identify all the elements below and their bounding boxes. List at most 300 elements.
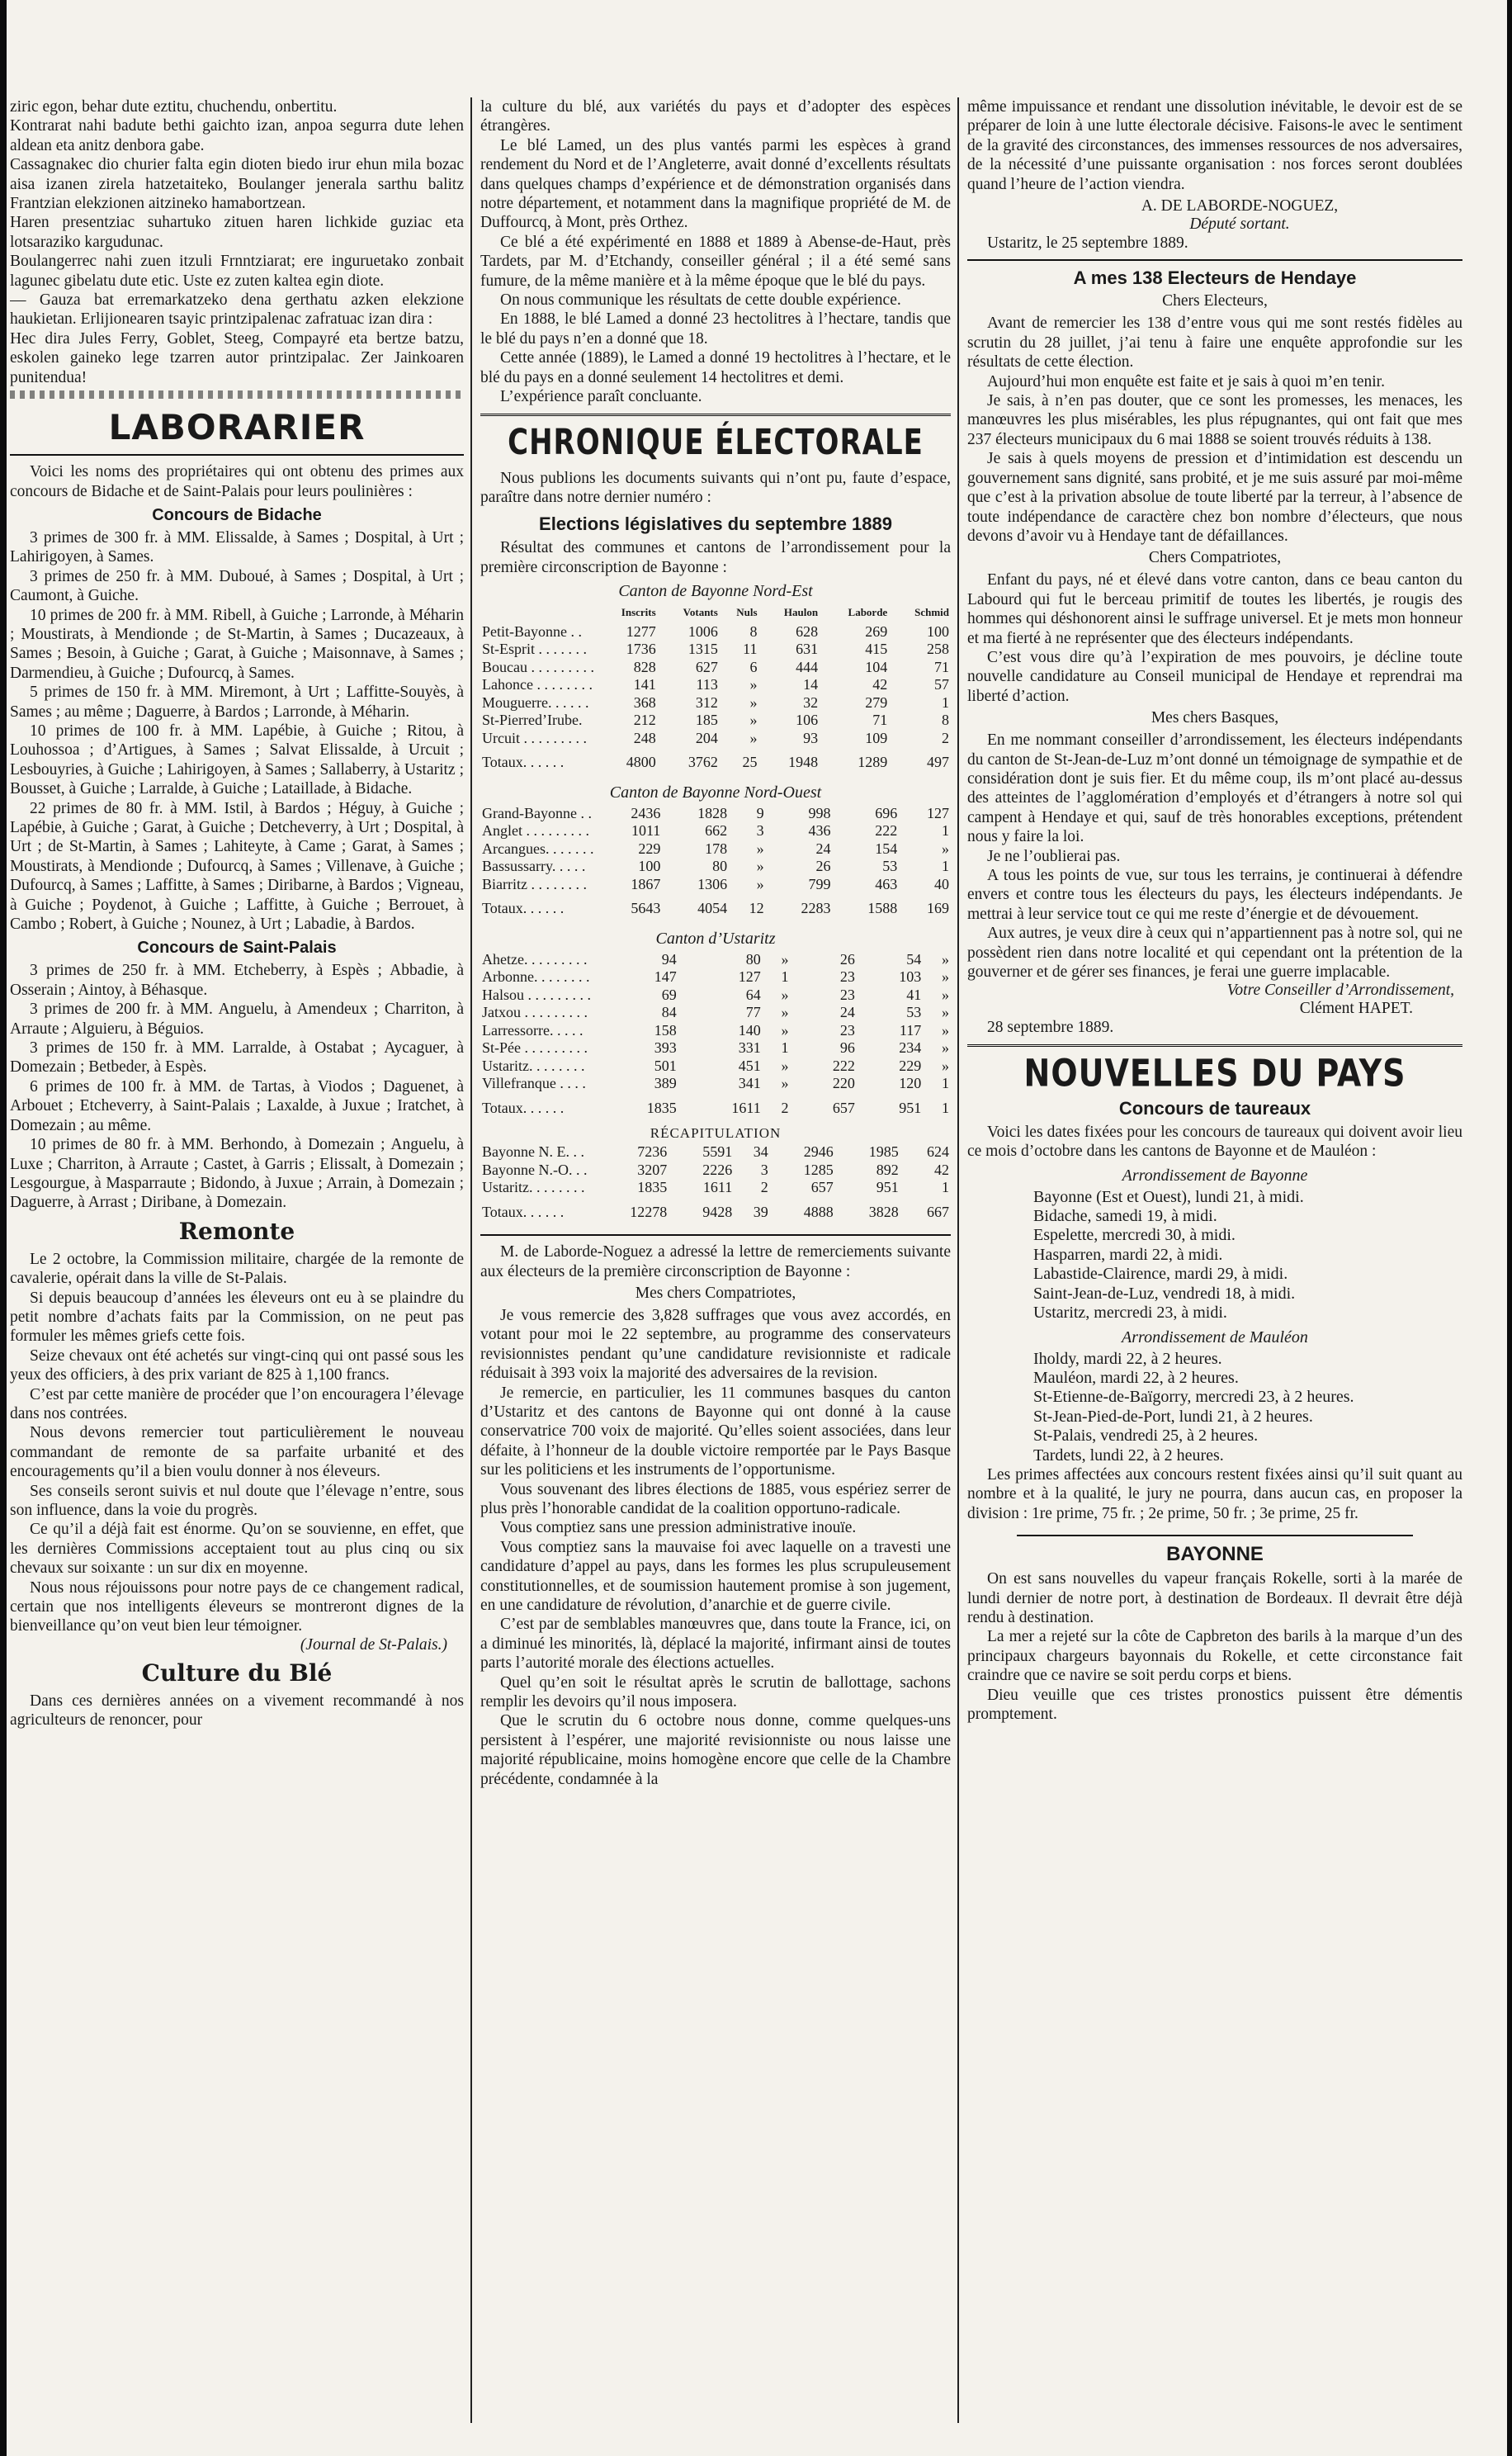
paragraph: Résultat des communes et cantons de l’arrondissement pour la première circonscription de Bayonne : xyxy=(480,539,951,576)
column-3 xyxy=(967,97,1462,2423)
signature-name: Clément HAPET. xyxy=(1299,1000,1413,1018)
paragraph: On nous communique les résultats de cette double expérience. xyxy=(500,291,901,310)
table-cell: 26 xyxy=(815,858,831,875)
table-cell: Larressorre. . . . . xyxy=(482,1021,584,1039)
table-cell: 279 xyxy=(865,693,888,711)
section-title-chronique-electorale: CHRONIQUE ÉLECTORALE xyxy=(508,421,924,463)
table-cell: 32 xyxy=(803,693,819,711)
table-cell: 312 xyxy=(695,693,718,711)
table-cell: 393 xyxy=(654,1039,677,1057)
table-cell: 234 xyxy=(899,1039,922,1057)
paragraph: C’est par de semblables manœuvres que, dans toute la France, ici, on a diminué les minorités, là, déplacé la majorité, infirmant ainsi de toutes parts l’autorité morale des élections actuelles. xyxy=(480,1616,951,1673)
paragraph: Nous nous réjouissons pour notre pays de ce changement radical, certain que nos intelligents éleveurs se montreront dignes de la bienveillance qu’on veut bien leur témoigner. xyxy=(10,1578,464,1635)
table-row xyxy=(480,968,951,987)
heading-hendaye: A mes 138 Electeurs de Hendaye xyxy=(1073,267,1357,289)
table-cell: 222 xyxy=(875,822,898,840)
table-cell: 3 xyxy=(760,1161,768,1178)
table-cell: 103 xyxy=(899,968,922,986)
table-cell: 54 xyxy=(906,950,922,968)
list-item: Ustaritz, mercredi 23, à midi. xyxy=(1033,1304,1227,1323)
table-cell: Mouguerre. . . . . . xyxy=(482,693,589,711)
table-cell: 185 xyxy=(695,712,718,729)
table-row xyxy=(480,641,951,659)
table-cell: 696 xyxy=(875,804,898,821)
table-row xyxy=(480,676,951,694)
table-cell: 12 xyxy=(749,900,764,917)
table-cell: 106 xyxy=(796,712,819,729)
subheading-bidache: Concours de Bidache xyxy=(152,505,322,524)
elections-heading: Elections législatives du septembre 1889 xyxy=(539,513,892,535)
table-cell: 2436 xyxy=(631,804,661,821)
section-title-laborarier: LABORARIER xyxy=(108,407,366,448)
table-cell: 100 xyxy=(927,622,949,640)
table-cell: Jatxou . . . . . . . . . xyxy=(482,1004,588,1021)
table-cell: 169 xyxy=(927,900,949,917)
arrondissement-heading: Arrondissement de Bayonne xyxy=(1122,1166,1308,1185)
table-cell: 3207 xyxy=(637,1161,668,1178)
table-cell: 368 xyxy=(633,693,656,711)
table-cell: » xyxy=(756,840,764,857)
paragraph: 3 primes de 300 fr. à MM. Elissalde, à Sames ; Dospital, à Urt ; Lahirigoyen, à Sames. xyxy=(10,528,464,566)
paragraph: 22 primes de 80 fr. à MM. Istil, à Bardos ; Héguy, à Guiche ; Lapébie, à Guiche ; Garat, à Guiche ; Detcheverry, à Urt ; Dospital, à Urt ; de St-Martin, à Sames ; Lahiteyte, à Came ; Garat, à Sames ; Moustirats, à Mendionde ; Dufourcq, à Sames ; Villenave, à Guiche ; Dufourcq, à Sames ; Laffitte, à Sames ; Diribarne, à Bardos ; Vigneau, à Guiche ; Poydenot, à Guiche ; Laffitte, à Guiche ; Berrouet, à Cambo ; Robert, à Guiche ; Nounez, à Urt ; Labadie, à Bardos. xyxy=(10,799,464,934)
table-cell: 998 xyxy=(808,804,831,821)
table-cell: 389 xyxy=(654,1075,677,1092)
table-cell: 23 xyxy=(839,1021,855,1039)
table-cell: » xyxy=(781,1075,789,1092)
list-item: Hasparren, mardi 22, à midi. xyxy=(1033,1245,1223,1264)
table-row xyxy=(480,876,951,894)
table-cell: 828 xyxy=(633,658,656,675)
list-item: Mauléon, mardi 22, à 2 heures. xyxy=(1033,1368,1239,1387)
table-cell: Bassussarry. . . . . xyxy=(482,858,586,875)
table-cell: » xyxy=(781,950,789,968)
table-cell: 1 xyxy=(942,1075,949,1092)
table-row xyxy=(480,858,951,876)
dateline: Ustaritz, le 25 septembre 1889. xyxy=(987,234,1188,253)
table-row xyxy=(480,1039,951,1058)
paragraph: la culture du blé, aux variétés du pays et d’adopter des espèces étrangères. xyxy=(480,98,951,135)
recap-heading: RÉCAPITULATION xyxy=(650,1125,782,1142)
table-cell: 1306 xyxy=(697,875,728,892)
results-table-ustaritz xyxy=(480,951,951,1124)
paragraph: Ce qu’il a déjà fait est énorme. Qu’on se souvienne, en effet, que les dernières Commissions acceptaient tout au plus cinq ou six chevaux sur soixante : un sur dix en moyenne. xyxy=(10,1521,464,1578)
table-cell: » xyxy=(942,986,949,1003)
table-row xyxy=(480,805,951,823)
table-cell: » xyxy=(942,1039,949,1057)
table-cell: 212 xyxy=(633,712,656,729)
paragraph: Que le scrutin du 6 octobre nous donne, comme quelques-uns persistent à l’espérer, une majorité revisionniste ou nous laisse une majorité républicaine, moins homogène encore que celle de la Chambre précédente, condamnée à la xyxy=(480,1712,951,1788)
table-cell: 1315 xyxy=(687,641,718,658)
table-cell: 2283 xyxy=(801,900,831,917)
paragraph: Aujourd’hui mon enquête est faite et je sais à quoi m’en tenir. xyxy=(987,372,1385,390)
paragraph: Vous souvenant des libres élections de 1885, vous espériez serrer de plus près l’honorable candidat de la coalition opportuno-radicale. xyxy=(480,1480,951,1517)
paragraph: A tous les points de vue, sur tous les terrains, je continuerai à défendre envers et contre tous les électeurs du pays, les électeurs indépendants. Je mettrai à leur service tout ce qui me reste d’énergie et de dévouement. xyxy=(967,867,1462,923)
table-row xyxy=(480,623,951,641)
table-row xyxy=(480,840,951,859)
table-cell: 25 xyxy=(742,754,758,771)
paragraph: Aux autres, je veux dire à ceux qui n’appartiennent pas à notre sol, qui ne possèdent rien dans notre localité et qui cependant ont la prétention de la gouverner et de gérer ses finances, je ferai une guerre implacable. xyxy=(967,925,1462,982)
paragraph: Cette année (1889), le Lamed a donné 19 hectolitres à l’hectare, et le blé du pays en a donné seulement 14 hectolitres et demi. xyxy=(480,349,951,386)
table-cell: 120 xyxy=(899,1075,922,1092)
table-cell: 4054 xyxy=(697,900,728,917)
table-cell: 127 xyxy=(927,804,949,821)
table-row xyxy=(480,1162,951,1180)
table-cell: 657 xyxy=(810,1179,834,1196)
list-item: Espelette, mercredi 30, à midi. xyxy=(1033,1226,1236,1245)
table-cell: 24 xyxy=(839,1004,855,1021)
canton-heading: Canton d’Ustaritz xyxy=(655,929,776,948)
table-cell: 80 xyxy=(745,950,761,968)
column-header: Haulon xyxy=(783,606,819,619)
paragraph: C’est vous dire qu’à l’expiration de mes pouvoirs, je décline toute nouvelle candidature au Conseil municipal de Hendaye et reprendrai ma liberté d’action. xyxy=(967,648,1462,705)
table-cell: 11 xyxy=(743,641,758,658)
schedule-list-mauleon xyxy=(967,1350,1462,1465)
list-item: St-Palais, vendredi 25, à 2 heures. xyxy=(1033,1427,1259,1446)
table-cell: Ahetze. . . . . . . . . xyxy=(482,950,588,968)
table-cell: » xyxy=(942,1057,949,1074)
paragraph: Je remercie, en particulier, les 11 communes basques du canton d’Ustaritz et des cantons de Bayonne qui ont donné à la cause conservatrice 700 voix de majorité. Qu’elles soient associées, dans leur défaite, à l’honneur de la double victoire remportée par le Pays Basque sur les politiciens et les instruments de l’opportunisme. xyxy=(480,1384,951,1479)
table-total-row xyxy=(480,1197,951,1228)
table-cell: 436 xyxy=(808,822,831,840)
table-cell: » xyxy=(942,840,949,857)
table-cell: 9 xyxy=(756,804,764,821)
basque-intro xyxy=(10,97,464,387)
table-row xyxy=(480,712,951,730)
table-cell: 71 xyxy=(872,712,888,729)
table-cell: 34 xyxy=(753,1143,768,1161)
table-row xyxy=(480,1143,951,1162)
column-1 xyxy=(10,97,464,2423)
table-cell: 3 xyxy=(756,822,764,840)
table-cell: » xyxy=(749,693,758,711)
table-cell: Totaux. . . . . . xyxy=(482,1203,565,1220)
table-cell: St-Esprit . . . . . . . xyxy=(482,641,588,658)
dateline: 28 septembre 1889. xyxy=(987,1019,1114,1037)
paragraph: Je vous remercie des 3,828 suffrages que vous avez accordés, en votant pour moi le 22 septembre, au programme des conservateurs revisionnistes pendant qu’une candidature revisionniste et radicale réduisait à 393 voix la majorité des adversaires de la revision. xyxy=(480,1306,951,1383)
table-cell: 113 xyxy=(696,676,718,693)
scan-border-right xyxy=(1507,0,1512,2456)
table-cell: 667 xyxy=(927,1203,949,1220)
column-header: Schmid xyxy=(914,606,949,619)
table-cell: 4800 xyxy=(626,754,656,771)
table-cell: Halsou . . . . . . . . . xyxy=(482,986,591,1003)
table-cell: 93 xyxy=(803,729,819,746)
table-cell: Totaux. . . . . . xyxy=(482,900,565,917)
table-cell: 53 xyxy=(882,858,898,875)
section-title-nouvelles-du-pays: NOUVELLES DU PAYS xyxy=(1023,1051,1406,1095)
table-cell: 631 xyxy=(796,641,819,658)
table-cell: Bayonne N. E. . . xyxy=(482,1143,584,1161)
table-cell: 204 xyxy=(695,729,718,746)
table-cell: 1611 xyxy=(731,1099,761,1116)
list-item: Tardets, lundi 22, à 2 heures. xyxy=(1033,1446,1224,1465)
paragraph: La mer a rejeté sur la côte de Capbreton des barils à la marque d’un des principaux chargeurs bayonnais du Rokelle, et cette circonstance fait craindre que ce navire se soit perdu corps et biens. xyxy=(967,1628,1462,1685)
table-cell: Biarritz . . . . . . . . xyxy=(482,875,587,892)
paragraph: 10 primes de 200 fr. à MM. Ribell, à Guiche ; Larronde, à Méharin ; Moustirats, à Mendionde ; de St-Martin, à Sames ; Ducazeaux, à Sames ; Besoin, à Guiche ; Garat, à Guiche ; Maisonnave, à Sames ; Darmendieu, à Guiche ; Dufourcq, à Sames. xyxy=(10,606,464,682)
paragraph: 3 primes de 150 fr. à MM. Larralde, à Ostabat ; Aycaguer, à Domezain ; Betbeder, à Espès. xyxy=(10,1039,464,1077)
table-cell: 94 xyxy=(661,950,677,968)
table-cell: Totaux. . . . . . xyxy=(482,754,565,771)
section-rule xyxy=(480,414,951,416)
table-cell: 2 xyxy=(781,1099,789,1116)
paragraph: 3 primes de 250 fr. à MM. Etcheberry, à Espès ; Abbadie, à Osserain ; Aintoy, à Béhasque. xyxy=(10,962,464,999)
table-cell: 627 xyxy=(695,658,718,675)
table-cell: 2 xyxy=(942,729,949,746)
table-cell: 140 xyxy=(738,1021,761,1039)
section-rule xyxy=(480,1234,951,1236)
table-cell: Urcuit . . . . . . . . . xyxy=(482,729,587,746)
table-cell: 892 xyxy=(876,1161,899,1178)
paragraph: Ses conseils seront suivis et nul doute que l’élevage n’entre, sous son influence, dans la voie du progrès. xyxy=(10,1482,464,1519)
table-cell: St-Pierred’Irube. xyxy=(482,712,583,729)
table-cell: 42 xyxy=(872,676,888,693)
arrondissement-heading: Arrondissement de Mauléon xyxy=(1122,1327,1308,1346)
ornamental-separator xyxy=(10,390,464,399)
paragraph: Cassagnakec dio churier falta egin dioten biedo irur ehun mila bozac aisa izanen zirela hatzetaiteko, Boulanger jenerala sarthu balitz Frantzian elekzionen aitzineko hamabortzean. xyxy=(10,156,464,213)
table-total-row xyxy=(480,893,951,925)
table-cell: 8 xyxy=(749,622,758,640)
table-cell: Boucau . . . . . . . . . xyxy=(482,658,594,675)
section-title-remonte: Remonte xyxy=(178,1217,295,1245)
paragraph: 10 primes de 80 fr. à MM. Berhondo, à Domezain ; Anguelu, à Luxe ; Charriton, à Arraute ; Castet, à Garris ; Elissalt, à Domezain ; Lesgourgue, à Masparraute ; Bidondo, à Juxue ; Arrain, à Domezain ; Daguerre, à Arrast ; Diribane, à Domezain. xyxy=(10,1136,464,1212)
table-cell: 96 xyxy=(839,1039,855,1057)
signature-role: Votre Conseiller d’Arrondissement, xyxy=(1226,982,1454,1000)
table-cell: » xyxy=(749,729,758,746)
table-row xyxy=(480,694,951,712)
table-cell: » xyxy=(756,875,764,892)
table-cell: 1006 xyxy=(687,622,718,640)
table-cell: » xyxy=(942,968,949,986)
table-total-row xyxy=(480,747,951,778)
table-cell: 1 xyxy=(942,693,949,711)
paragraph: 3 primes de 250 fr. à MM. Duboué, à Sames ; Dospital, à Urt ; Caumont, à Guiche. xyxy=(10,567,464,605)
paragraph: Quel qu’en soit le résultat après le scrutin de ballottage, sachons remplir les devoirs qu’il nous imposera. xyxy=(480,1673,951,1711)
paragraph: Haren presentziac suhartuko zituen haren lichkide guziac eta lotsaraziko kargudunac. xyxy=(10,214,464,251)
table-cell: 40 xyxy=(934,875,949,892)
paragraph: Le 2 octobre, la Commission militaire, chargée de la remonte de cavalerie, opérait dans la ville de St-Palais. xyxy=(10,1250,464,1288)
paragraph: Le blé Lamed, un des plus vantés parmi les espèces à grand rendement du Nord et de l’Angleterre, avait donné d’excellents résultats dans quelques champs d’expérience et de démonstration organisés dans notre département, et notamment dans la magnifique propriété de M. de Duffourcq, à Mont, près Orthez. xyxy=(480,136,951,232)
column-rule-1 xyxy=(470,97,472,2423)
paragraph: On est sans nouvelles du vapeur français Rokelle, sorti à la marée de lundi dernier de notre port, à destination de Bordeaux. Il devrait être déjà rendu à destination. xyxy=(967,1570,1462,1626)
paragraph: Je ne l’oublierai pas. xyxy=(987,847,1121,865)
canton-heading: Canton de Bayonne Nord-Est xyxy=(618,582,813,601)
table-cell: 1835 xyxy=(646,1099,677,1116)
table-cell: 341 xyxy=(738,1075,761,1092)
list-item: St-Jean-Pied-de-Port, lundi 21, à 2 heures. xyxy=(1033,1407,1313,1426)
table-cell: 104 xyxy=(865,658,888,675)
results-table-bayonne-nord-est xyxy=(480,603,951,778)
table-cell: 24 xyxy=(815,840,831,857)
paragraph: Boulangerrec nahi zuen itzuli Frnntziarat; ere inguruetako zonbait lagunec gibelatu dute etic. Uste ez zuten kaltea egin diote. xyxy=(10,253,464,290)
table-cell: 69 xyxy=(661,986,677,1003)
table-cell: 951 xyxy=(876,1179,899,1196)
column-header: Laborde xyxy=(848,606,888,619)
column-rule-2 xyxy=(957,97,959,2423)
table-cell: 1285 xyxy=(803,1161,834,1178)
table-cell: 1985 xyxy=(868,1143,899,1161)
table-cell: 497 xyxy=(927,754,949,771)
table-cell: Villefranque . . . . xyxy=(482,1075,586,1092)
table-cell: » xyxy=(781,1021,789,1039)
results-table-bayonne-nord-ouest xyxy=(480,805,951,925)
table-cell: 5591 xyxy=(702,1143,733,1161)
table-cell: » xyxy=(942,950,949,968)
table-cell: 14 xyxy=(803,676,819,693)
table-row xyxy=(480,1058,951,1076)
scan-border-left xyxy=(0,0,7,2456)
paragraph: Enfant du pays, né et élevé dans votre canton, dans ce beau canton du Labourd qui fut le berceau primitif de toutes les libertés, je rougis des hommes qui déshonorent ainsi le suffrage universel. Et je mets mon honneur et ma fierté à ne représenter que des électeurs indépendants. xyxy=(967,571,1462,647)
paragraph: Les primes affectées aux concours restent fixées ainsi qu’il suit quant au nombre et à la qualité, le jury ne pourra, dans aucun cas, en proposer la division : 1re prime, 75 fr. ; 2e prime, 50 fr. ; 3e prime, 25 fr. xyxy=(967,1465,1462,1522)
table-cell: Ustaritz. . . . . . . . xyxy=(482,1179,585,1196)
column-header: Nuls xyxy=(736,606,758,619)
results-table-recap xyxy=(480,1143,951,1228)
table-cell: 1 xyxy=(942,1179,949,1196)
table-cell: Ustaritz. . . . . . . . xyxy=(482,1057,585,1074)
section-rule xyxy=(967,1044,1462,1047)
signature-name: A. DE LABORDE-NOGUEZ, xyxy=(1141,197,1339,215)
table-cell: 248 xyxy=(633,729,656,746)
table-cell: 1835 xyxy=(637,1179,668,1196)
paragraph: C’est par cette manière de procéder que l’on encouragera l’élevage dans nos contrées. xyxy=(10,1385,464,1422)
table-row xyxy=(480,951,951,969)
paragraph: Kontrarat nahi badute bethi gaichto izan, anpoa segurra dute lehen aldean eta anitz denbora gabe. xyxy=(10,117,464,154)
table-cell: 1 xyxy=(781,1039,789,1057)
table-cell: 80 xyxy=(712,858,728,875)
table-row xyxy=(480,822,951,840)
table-cell: 269 xyxy=(865,622,888,640)
table-cell: 951 xyxy=(899,1099,922,1116)
canton-heading: Canton de Bayonne Nord-Ouest xyxy=(609,783,822,802)
table-cell: Totaux. . . . . . xyxy=(482,1099,565,1116)
table-cell: » xyxy=(749,712,758,729)
paragraph: Si depuis beaucoup d’années les éleveurs ont eu à se plaindre du petit nombre d’achats faits par la Commission, on ne peut pas formuler les mêmes griefs cette fois. xyxy=(10,1289,464,1346)
paragraph: Dieu veuille que ces tristes pronostics puissent être démentis promptement. xyxy=(967,1686,1462,1723)
table-cell: Grand-Bayonne . . xyxy=(482,804,592,821)
paragraph: même impuissance et rendant une dissolution inévitable, le devoir est de se préparer de loin à une lutte électorale décisive. Faisons-le avec le sentiment de la gravité des circonstances, des immenses ressources de nos adversaires, de la nécessité d’une puissante organisation : nos forces seront doublées quand l’heure de l’action viendra. xyxy=(967,98,1462,193)
table-cell: 1867 xyxy=(631,875,661,892)
paragraph: Hec dira Jules Ferry, Goblet, Steeg, Compayré eta bertze batzu, eskolen gaineko lege tzarren autor printzipalac. Zer Jainkoaren punitendua! xyxy=(10,329,464,386)
list-item: St-Etienne-de-Baïgorry, mercredi 23, à 2 heures. xyxy=(1033,1388,1354,1407)
paragraph: 5 primes de 150 fr. à MM. Miremont, à Urt ; Laffitte-Souyès, à Sames ; au même ; Daguerre, à Bardos ; Larronde, à Méharin. xyxy=(10,684,464,721)
table-cell: 1011 xyxy=(631,822,661,840)
table-cell: 84 xyxy=(661,1004,677,1021)
table-cell: 1588 xyxy=(867,900,898,917)
table-cell: 444 xyxy=(796,658,819,675)
table-cell: 154 xyxy=(875,840,898,857)
paragraph: Voici les dates fixées pour les concours de taureaux qui doivent avoir lieu ce mois d’octobre dans les cantons de Bayonne et de Mauléon : xyxy=(967,1123,1462,1161)
table-cell: 6 xyxy=(749,658,758,675)
table-cell: 4888 xyxy=(803,1203,834,1220)
table-cell: 3762 xyxy=(687,754,718,771)
table-row xyxy=(480,659,951,677)
table-cell: 141 xyxy=(633,676,656,693)
paragraph: Ce blé a été expérimenté en 1888 et 1889 à Abense-de-Haut, près Tardets, par M. d’Etchandy, conseiller général ; il a été semé sans fumure, de la même manière et à la même époque que le blé du pays. xyxy=(480,233,951,290)
table-cell: 463 xyxy=(875,875,898,892)
table-cell: 42 xyxy=(934,1161,949,1178)
table-cell: 100 xyxy=(638,858,661,875)
table-cell: 117 xyxy=(899,1021,922,1039)
table-cell: 628 xyxy=(796,622,819,640)
table-cell: 229 xyxy=(638,840,661,857)
table-cell: Petit-Bayonne . . xyxy=(482,622,582,640)
paragraph: Je sais, à n’en pas douter, que ce sont les promesses, les menaces, les manœuvres les plus misérables, les plus répugnantes, qui ont fait que mes 237 électeurs municipaux du 6 mai 1888 se soient trouvés réduits à 138. xyxy=(967,392,1462,448)
salutation: Chers Electeurs, xyxy=(1162,292,1268,310)
paragraph: Vous comptiez sans une pression administrative inouïe. xyxy=(500,1519,857,1537)
table-cell: 7236 xyxy=(637,1143,668,1161)
table-cell: 57 xyxy=(934,676,949,693)
paragraph: En me nommant conseiller d’arrondissement, les électeurs indépendants du canton de St-Jean-de-Luz m’ont donné un témoignage de sympathie et de considération dont je suis fier. Et du même coup, ils m’ont placé au-dessus des atteintes de l’agglomération d’employés et d’étrangers à notre sol qui campent à Hendaye et qui, sauf de très honorables exceptions, prétendent nous y faire la loi. xyxy=(967,731,1462,846)
salutation: Mes chers Compatriotes, xyxy=(635,1284,796,1302)
table-cell: 8 xyxy=(942,712,949,729)
table-cell: » xyxy=(756,858,764,875)
table-cell: 1277 xyxy=(626,622,656,640)
table-cell: 1289 xyxy=(858,754,888,771)
paragraph: L’expérience paraît concluante. xyxy=(500,388,702,406)
section-rule xyxy=(967,259,1462,261)
table-cell: 23 xyxy=(839,986,855,1003)
paragraph: Nous publions les documents suivants qui n’ont pu, faute d’espace, paraître dans notre dernier numéro : xyxy=(480,469,951,506)
table-cell: 41 xyxy=(906,986,922,1003)
table-cell: 9428 xyxy=(702,1203,733,1220)
table-cell: 127 xyxy=(738,968,761,986)
table-cell: » xyxy=(781,986,789,1003)
title-rule xyxy=(10,454,464,456)
table-row xyxy=(480,1004,951,1022)
list-item: Saint-Jean-de-Luz, vendredi 18, à midi. xyxy=(1033,1284,1296,1303)
table-cell: 178 xyxy=(705,840,728,857)
list-item: Iholdy, mardi 22, à 2 heures. xyxy=(1033,1349,1222,1368)
table-cell: Lahonce . . . . . . . . xyxy=(482,676,593,693)
list-item: Bidache, samedi 19, à midi. xyxy=(1033,1207,1217,1226)
table-cell: 158 xyxy=(654,1021,677,1039)
table-row xyxy=(480,987,951,1005)
table-row xyxy=(480,1022,951,1040)
section-rule xyxy=(1017,1535,1413,1536)
table-cell: 222 xyxy=(832,1057,855,1074)
table-cell: Bayonne N.-O. . . xyxy=(482,1161,588,1178)
table-cell: 2226 xyxy=(702,1161,733,1178)
table-cell: » xyxy=(781,1004,789,1021)
table-cell: » xyxy=(781,1057,789,1074)
source-credit: (Journal de St-Palais.) xyxy=(300,1635,447,1654)
table-cell: Arcangues. . . . . . . xyxy=(482,840,594,857)
paragraph: Nous devons remercier tout particulièrement le nouveau commandant de remonte de sa parfaite urbanité et des encouragements qu’il a bien voulu donner à nos éleveurs. xyxy=(10,1424,464,1481)
table-cell: 109 xyxy=(865,729,888,746)
column-header: Inscrits xyxy=(621,606,656,619)
column-header: Votants xyxy=(683,606,718,619)
table-cell: » xyxy=(749,676,758,693)
table-cell: 1 xyxy=(942,1099,949,1116)
table-cell: 71 xyxy=(934,658,949,675)
table-cell: 3828 xyxy=(868,1203,899,1220)
table-cell: 1736 xyxy=(626,641,656,658)
table-total-row xyxy=(480,1093,951,1124)
table-cell: 501 xyxy=(654,1057,677,1074)
table-row xyxy=(480,730,951,748)
section-title-culture-du-ble: Culture du Blé xyxy=(141,1659,333,1687)
paragraph: Seize chevaux ont été achetés sur vingt-cinq qui ont passé sous les yeux des officiers, à des prix variant de 825 à 1,100 francs. xyxy=(10,1346,464,1384)
paragraph: 6 primes de 100 fr. à MM. de Tartas, à Viodos ; Daguenet, à Arbouet ; Etcheverry, à Saint-Palais ; Laxalde, à Juxue ; Iratchet, à Domezain ; au même. xyxy=(10,1077,464,1134)
table-cell: 415 xyxy=(865,641,888,658)
table-cell: 1 xyxy=(942,858,949,875)
table-cell: 1828 xyxy=(697,804,728,821)
subheading-concours-taureaux: Concours de taureaux xyxy=(1118,1097,1311,1119)
table-header-row xyxy=(480,603,951,623)
paragraph: M. de Laborde-Noguez a adressé la lettre de remerciements suivante aux électeurs de la première circonscription de Bayonne : xyxy=(480,1243,951,1280)
table-cell: 53 xyxy=(906,1004,922,1021)
table-cell: 2 xyxy=(760,1179,768,1196)
list-item: Labastide-Clairence, mardi 29, à midi. xyxy=(1033,1265,1288,1284)
